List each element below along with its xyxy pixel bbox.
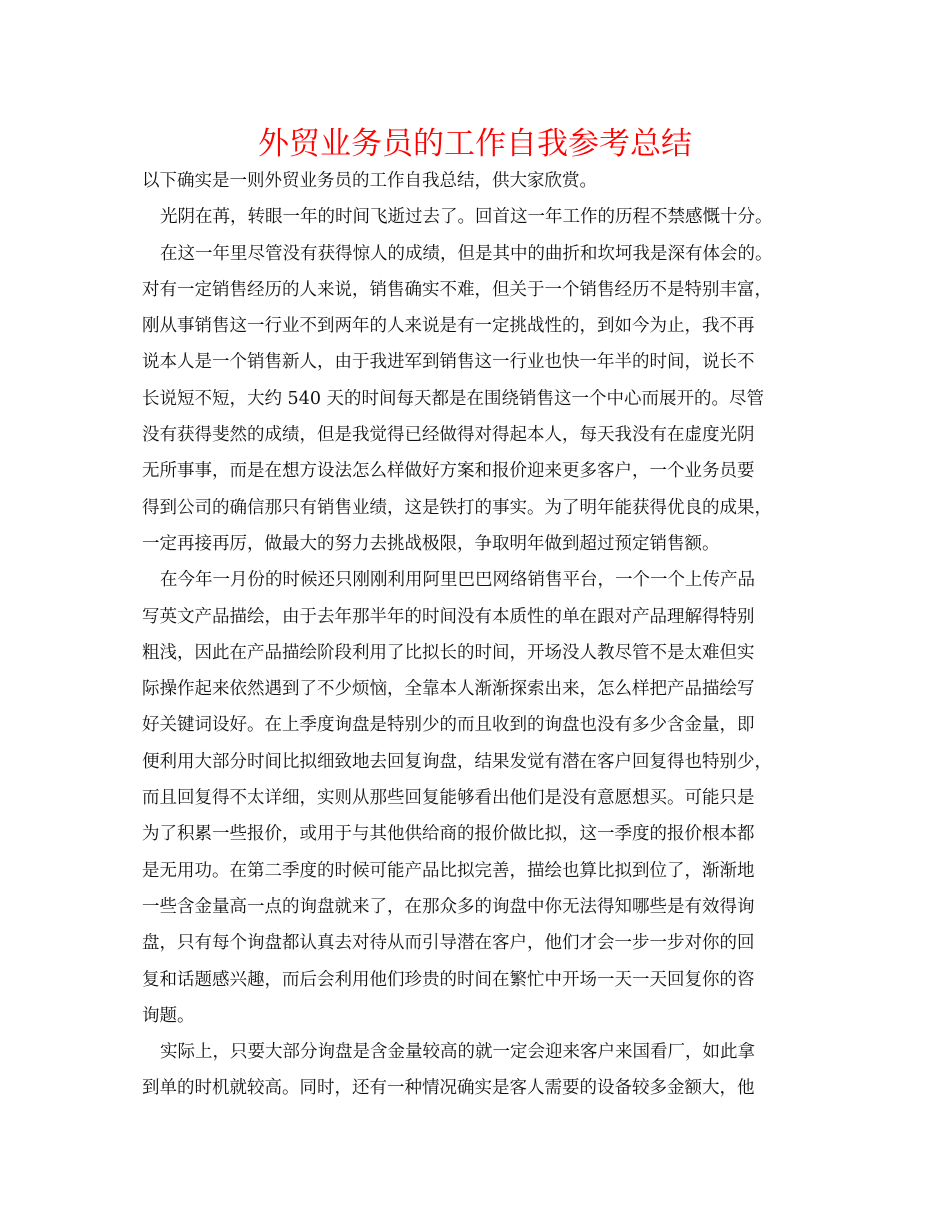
paragraph-line: 得到公司的确信那只有销售业绩，这是铁打的事实。为了明年能获得优良的成果， xyxy=(142,497,772,518)
paragraph-line: 以下确实是一则外贸业务员的工作自我总结，供大家欣赏。 xyxy=(142,171,597,191)
paragraph-line: 无所事事，而是在想方设法怎么样做好方案和报价迎来更多客户，一个业务员要 xyxy=(142,461,755,482)
paragraph-line: 际操作起来依然遇到了不少烦恼，全靠本人渐渐探索出来，怎么样把产品描绘写 xyxy=(142,679,755,700)
paragraph-line: 刚从事销售这一行业不到两年的人来说是有一定挑战性的，到如今为止，我不再 xyxy=(142,316,755,337)
paragraph-line: 好关键词设好。在上季度询盘是特别少的而且收到的询盘也没有多少含金量，即 xyxy=(142,715,755,736)
paragraph-line: 而且回复得不太详细，实则从那些回复能够看出他们是没有意愿想买。可能只是 xyxy=(142,788,755,809)
paragraph-line: 到单的时机就较高。同时，还有一种情况确实是客人需要的设备较多金额大，他 xyxy=(142,1078,755,1099)
paragraph-line: 在这一年里尽管没有获得惊人的成绩，但是其中的曲折和坎坷我是深有体会的。 xyxy=(160,243,773,264)
paragraph-line: 复和话题感兴趣，而后会利用他们珍贵的时间在繁忙中开场一天一天回复你的咨 xyxy=(142,969,755,990)
paragraph-line: 为了积累一些报价，或用于与其他供给商的报价做比拟，这一季度的报价根本都 xyxy=(142,824,755,845)
paragraph-line: 在今年一月份的时候还只刚刚利用阿里巴巴网络销售平台，一个一个上传产品 xyxy=(160,570,755,591)
paragraph-line: 光阴在苒，转眼一年的时间飞逝过去了。回首这一年工作的历程不禁感慨十分。 xyxy=(160,207,773,228)
paragraph-line: 一定再接再厉，做最大的努力去挑战极限，争取明年做到超过预定销售额。 xyxy=(142,533,720,554)
paragraph-line: 实际上，只要大部分询盘是含金量较高的就一定会迎来客户来国看厂，如此拿 xyxy=(160,1042,755,1063)
paragraph-line: 盘，只有每个询盘都认真去对待从而引导潜在客户，他们才会一步一步对你的回 xyxy=(142,933,755,954)
paragraph-line: 对有一定销售经历的人来说，销售确实不难，但关于一个销售经历不是特别丰富， xyxy=(142,279,772,300)
paragraph-line: 没有获得斐然的成绩，但是我觉得已经做得对得起本人，每天我没有在虚度光阴 xyxy=(142,425,755,446)
paragraph-line: 一些含金量高一点的询盘就来了，在那众多的询盘中你无法得知哪些是有效得询 xyxy=(142,896,755,917)
document-title: 外贸业务员的工作自我参考总结 xyxy=(258,126,692,162)
paragraph-line: 长说短不短，大约 540 天的时间每天都是在围绕销售这一个中心而展开的。尽管 xyxy=(142,388,765,409)
paragraph-line: 粗浅，因此在产品描绘阶段利用了比拟长的时间，开场没人教尽管不是太难但实 xyxy=(142,642,755,663)
paragraph-line: 是无用功。在第二季度的时候可能产品比拟完善，描绘也算比拟到位了，渐渐地 xyxy=(142,860,755,881)
paragraph-line: 说本人是一个销售新人，由于我进军到销售这一行业也快一年半的时间，说长不 xyxy=(142,352,755,373)
paragraph-line: 询题。 xyxy=(142,1005,195,1026)
document-body xyxy=(142,163,804,1107)
paragraph-line: 便利用大部分时间比拟细致地去回复询盘，结果发觉有潜在客户回复得也特别少， xyxy=(142,751,772,772)
paragraph-line: 写英文产品描绘，由于去年那半年的时间没有本质性的单在跟对产品理解得特别 xyxy=(142,606,755,627)
